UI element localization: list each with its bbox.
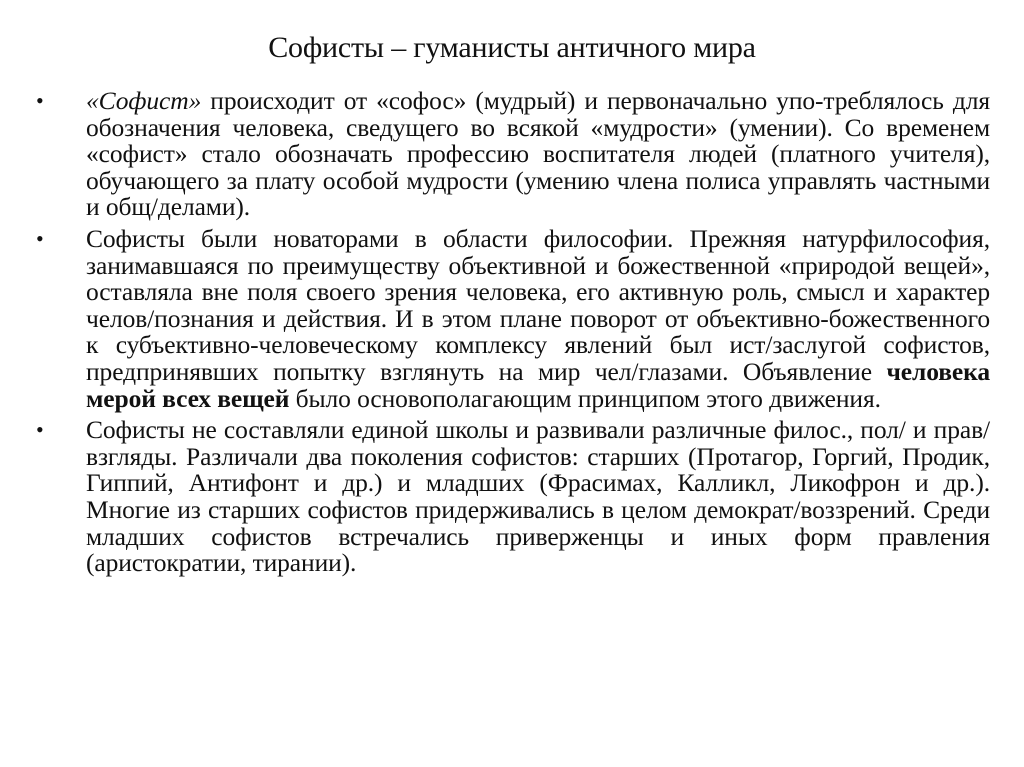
bullet-item-2 bbox=[36, 223, 990, 413]
bullet-icon: • bbox=[36, 88, 44, 113]
bullet-list bbox=[36, 88, 990, 582]
bullet-text: Софисты не составляли единой школы и развивали различные филос., пол/ и прав/ взгляды. Различали два поколения софистов: старших (Протагор, Горгий, Продик, Гиппий, Антифонт и др.) и младших (Фрасимах, Калликл, Ликофрон и др.). Многие из старших софистов придерживались в целом демократ/воззрений. Среди младших софистов встречались приверженцы и иных форм правления (аристократии, тирании). bbox=[86, 415, 990, 578]
bullet-text: происходит от «софос» (мудрый) и первоначально упо-треблялось для обозначения человека, сведущего во всякой «мудрости» (умении). Со временем «софист» стало обозначать профессию воспитателя людей (платного учителя), обучающего за плату особой мудрости (умению члена полиса управлять частными и общ/делами). bbox=[86, 86, 990, 222]
emphasis-man-measure: человека мерой всех вещей bbox=[86, 356, 990, 413]
slide-title: Софисты – гуманисты античного мира bbox=[268, 31, 756, 64]
bullet-icon: • bbox=[36, 417, 44, 443]
term-sophist: «Софист» bbox=[86, 86, 202, 115]
bullet-item-3 bbox=[36, 417, 990, 577]
bullet-text: Софисты были новаторами в области философии. Прежняя натурфилософия, занимавшаяся по преимуществу объективной и божественной «природой вещей», оставляла вне поля своего зрения человека, его активную роль, смысл и характер челов/познания и действия. И в этом плане поворот от объективно-божественного к субъективно-человеческому комплексу явлений был ист/заслугой софистов, предпринявших попытку взглянуть на мир чел/глазами. Объявление bbox=[86, 223, 990, 386]
bullet-item-1 bbox=[36, 88, 990, 221]
bullet-text: было основополагающим принципом этого движения. bbox=[289, 383, 881, 413]
bullet-icon: • bbox=[36, 225, 44, 251]
